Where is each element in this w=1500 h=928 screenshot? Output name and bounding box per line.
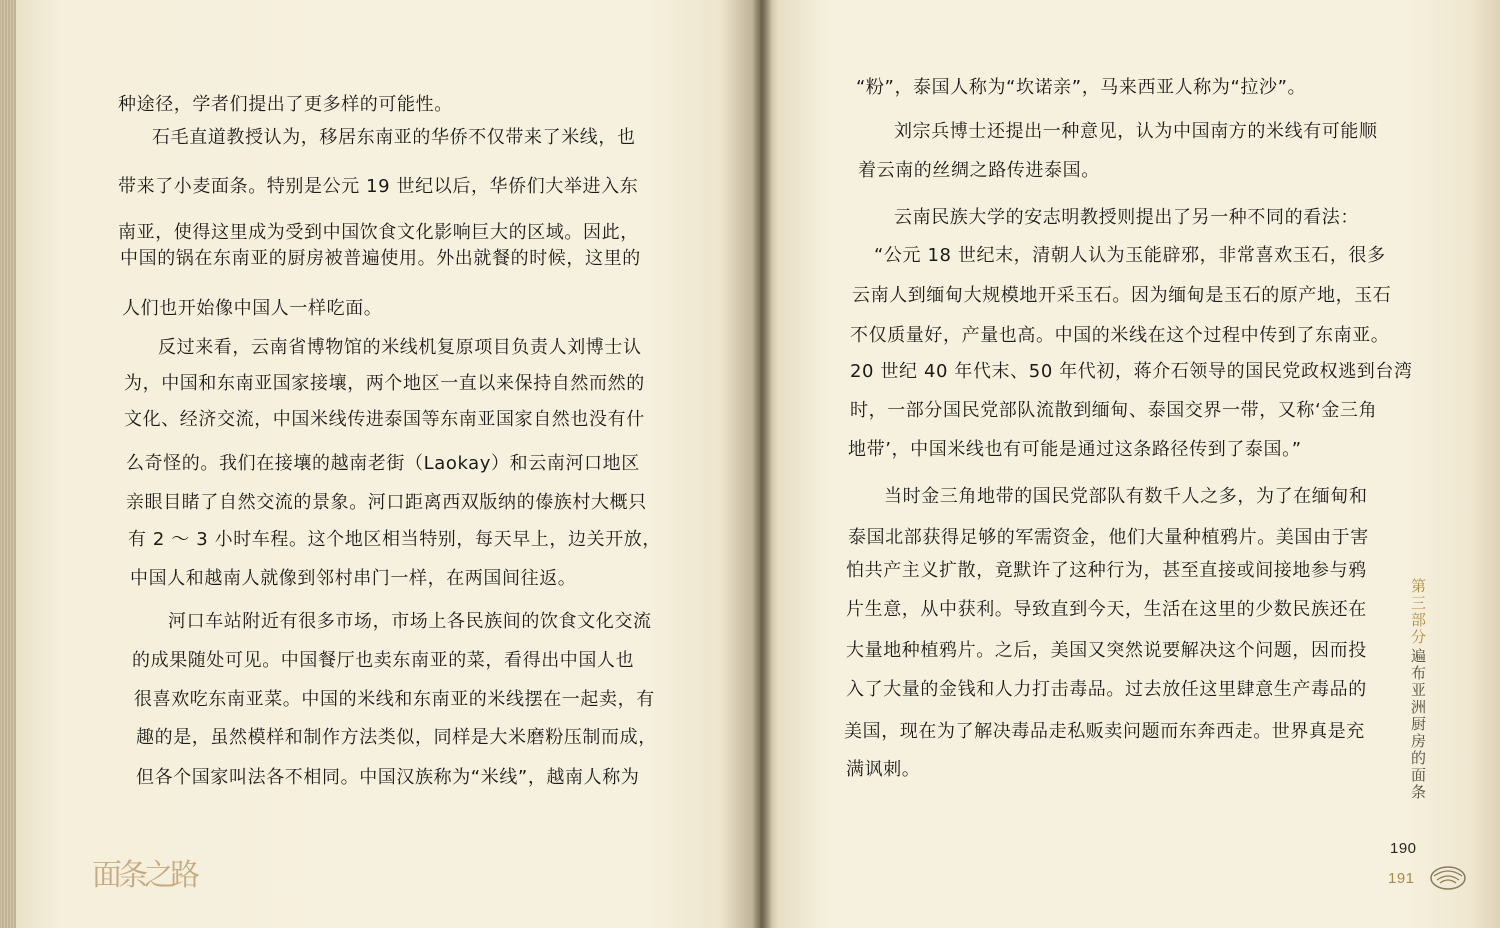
page-number: 191	[1388, 870, 1415, 887]
text-line: 南亚，使得这里成为受到中国饮食文化影响巨大的区域。因此，	[118, 222, 639, 243]
text-line: 入了大量的金钱和人力打击毒品。过去放任这里肆意生产毒品的	[846, 679, 1367, 700]
text-line: 云南人到缅甸大规模地开采玉石。因为缅甸是玉石的原产地，玉石	[852, 285, 1392, 306]
text-line: 趣的是，虽然模样和制作方法类似，同样是大米磨粉压制而成，	[136, 727, 657, 748]
text-line: 中国的锅在东南亚的厨房被普遍使用。外出就餐的时候，这里的	[120, 248, 641, 269]
section-label: 第三部分	[1409, 578, 1427, 646]
text-line: 大量地种植鸦片。之后，美国又突然说要解决这个问题，因而投	[846, 640, 1367, 661]
text-line: 满讽刺。	[846, 759, 921, 780]
page-number: 190	[1390, 840, 1417, 857]
book-gutter	[752, 0, 772, 928]
text-line: 很喜欢吃东南亚菜。中国的米线和东南亚的米线摆在一起卖，有	[134, 689, 655, 710]
text-line: 泰国北部获得足够的军需资金，他们大量种植鸦片。美国由于害	[848, 527, 1369, 548]
text-line: 反过来看，云南省博物馆的米线机复原项目负责人刘博士认	[158, 337, 642, 358]
text-line: 云南民族大学的安志明教授则提出了另一种不同的看法：	[894, 207, 1359, 228]
text-line: 但各个国家叫法各不相同。中国汉族称为“米线”，越南人称为	[136, 767, 640, 788]
text-line: “粉”，泰国人称为“坎诺亲”，马来西亚人称为“拉沙”。	[856, 77, 1307, 98]
text-line: 种途径，学者们提出了更多样的可能性。	[118, 94, 453, 115]
text-line: 人们也开始像中国人一样吃面。	[122, 298, 383, 319]
text-line: 地带’，中国米线也有可能是通过这条路径传到了泰国。”	[848, 439, 1302, 460]
text-line: 的成果随处可见。中国餐厅也卖东南亚的菜，看得出中国人也	[132, 650, 635, 671]
text-line: 当时金三角地带的国民党部队有数千人之多，为了在缅甸和	[884, 486, 1368, 507]
text-line: 文化、经济交流，中国米线传进泰国等东南亚国家自然也没有什	[124, 409, 645, 430]
text-line: 片生意，从中获利。导致直到今天，生活在这里的少数民族还在	[846, 599, 1367, 620]
text-line: 带来了小麦面条。特别是公元 19 世纪以后，华侨们大举进入东	[118, 176, 639, 197]
right-page-text	[760, 0, 1500, 928]
text-line: 着云南的丝绸之路传进泰国。	[858, 160, 1100, 181]
text-line: 不仅质量好，产量也高。中国的米线在这个过程中传到了东南亚。	[850, 325, 1390, 346]
text-line: “公元 18 世纪末，清朝人认为玉能辟邪，非常喜欢玉石，很多	[874, 245, 1386, 266]
text-line: 有 2 ～ 3 小时车程。这个地区相当特别，每天早上，边关开放，	[128, 529, 661, 550]
text-line: 时，一部分国民党部队流散到缅甸、泰国交界一带，又称‘金三角	[850, 400, 1378, 421]
text-line: 河口车站附近有很多市场，市场上各民族间的饮食文化交流	[168, 611, 652, 632]
text-line: 美国，现在为了解决毒品走私贩卖问题而东奔西走。世界真是充	[844, 721, 1365, 742]
text-line: 中国人和越南人就像到邻村串门一样，在两国间往返。	[130, 568, 577, 589]
text-line: 怕共产主义扩散，竟默许了这种行为，甚至直接或间接地参与鸦	[846, 560, 1367, 581]
text-line: 石毛直道教授认为，移居东南亚的华侨不仅带来了米线，也	[152, 127, 636, 148]
series-logo: 面条之路	[92, 858, 196, 893]
chapter-label: 遍布亚洲厨房的面条	[1409, 648, 1427, 801]
text-line: 么奇怪的。我们在接壤的越南老街（Laokay）和云南河口地区	[126, 453, 640, 474]
text-line: 20 世纪 40 年代末、50 年代初，蒋介石领导的国民党政权逃到台湾	[850, 361, 1413, 382]
text-line: 为，中国和东南亚国家接壤，两个地区一直以来保持自然而然的	[124, 373, 645, 394]
right-page	[760, 0, 1500, 928]
noodle-emblem-icon	[1428, 858, 1468, 892]
text-line: 亲眼目睹了自然交流的景象。河口距离西双版纳的傣族村大概只	[126, 492, 647, 513]
text-line: 刘宗兵博士还提出一种意见，认为中国南方的米线有可能顺	[894, 121, 1378, 142]
